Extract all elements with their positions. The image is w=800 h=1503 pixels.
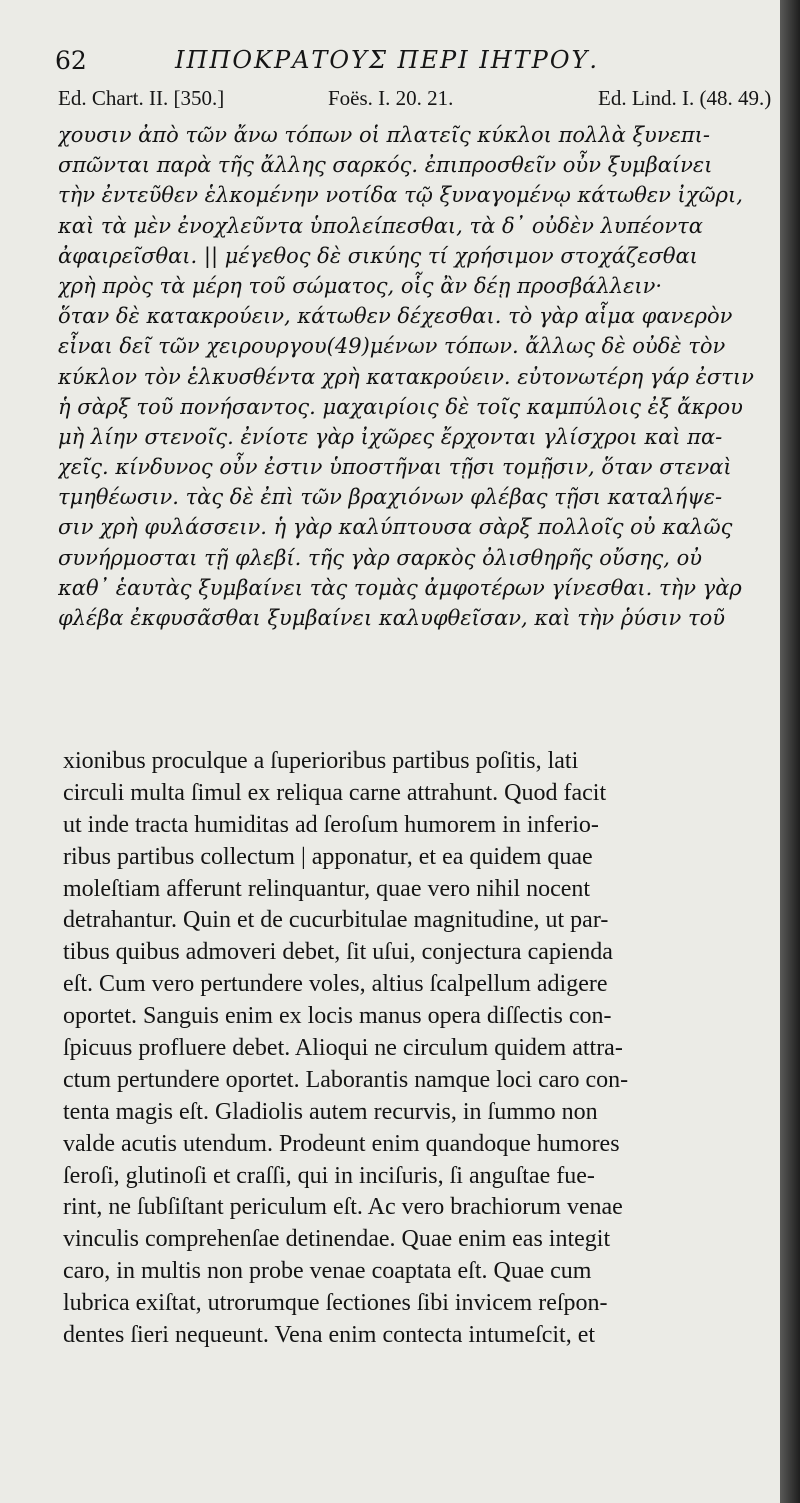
greek-text-line: μὴ λίην στενοῖς. ἐνίοτε γὰρ ἰχῶρες ἔρχονται γλίσχροι καὶ πα- [58, 424, 723, 449]
greek-text-line: χεῖς. κίνδυνος οὖν ἐστιν ὑποστῆναι τῇσι τομῇσιν, ὅταν στεναὶ [58, 455, 732, 480]
latin-text-line: vinculis comprehenſae detinendae. Quae enim eas integit [63, 1226, 611, 1253]
latin-text-line: ctum pertundere oportet. Laborantis namque loci caro con- [63, 1066, 629, 1093]
greek-text-line: ἀφαιρεῖσθαι. || μέγεθος δὲ σικύης τί χρήσιμον στοχάζεσθαι [58, 243, 698, 268]
page-edge-shadow [780, 0, 800, 1503]
latin-text-line: detrahantur. Quin et de cucurbitulae magnitudine, ut par- [63, 907, 609, 934]
greek-text-line: σιν χρὴ φυλάσσειν. ἡ γὰρ καλύπτουσα σὰρξ πολλοῖς οὐ καλῶς [58, 515, 733, 540]
latin-translation-block [63, 746, 778, 1352]
latin-text-line: moleſtiam afferunt relinquantur, quae vero nihil nocent [63, 875, 591, 902]
latin-text-line: ribus partibus collectum | apponatur, et ea quidem quae [63, 843, 593, 870]
latin-text-line: caro, in multis non probe venae coaptata eſt. Quae cum [63, 1258, 592, 1285]
edition-chartier: Ed. Chart. II. [350.] [58, 86, 225, 110]
greek-text-line: ὅταν δὲ κατακρούειν, κάτωθεν δέχεσθαι. τὸ γὰρ αἷμα φανερὸν [58, 304, 733, 329]
greek-text-line: τὴν ἐντεῦθεν ἑλκομένην νοτίδα τῷ ξυναγομένῳ κάτωθεν ἰχῶρι, [58, 183, 743, 208]
latin-text-line: lubrica exiſtat, utrorumque ſectiones ſibi invicem reſpon- [63, 1290, 608, 1317]
edition-foes: Foës. I. 20. 21. [328, 86, 454, 110]
greek-text-line: φλέβα ἐκφυσᾶσθαι ξυμβαίνει καλυφθεῖσαν, καὶ τὴν ῥύσιν τοῦ [58, 606, 726, 630]
greek-text-block [58, 120, 780, 633]
latin-text-line: rint, ne ſubſiſtant periculum eſt. Ac vero brachiorum venae [63, 1194, 623, 1221]
greek-text-line: συνήρμοσται τῇ φλεβί. τῆς γὰρ σαρκὸς ὀλισθηρῆς οὔσης, οὐ [58, 545, 703, 570]
latin-text-line: eſt. Cum vero pertundere voles, altius ſcalpellum adigere [63, 971, 608, 998]
latin-text-line: ſpicuus profluere debet. Alioqui ne circulum quidem attra- [63, 1035, 623, 1062]
greek-text-line: κύκλον τὸν ἑλκυσθέντα χρὴ κατακρούειν. εὐτονωτέρη γάρ ἐστιν [58, 364, 754, 389]
greek-text-line: σπῶνται παρὰ τῆς ἄλλης σαρκός. ἐπιπροσθεῖν οὖν ξυμβαίνει [58, 153, 713, 178]
latin-text-line: tibus quibus admoveri debet, ſit uſui, conjectura capienda [63, 939, 613, 966]
greek-text-line: χουσιν ἀπὸ τῶν ἄνω τόπων οἱ πλατεῖς κύκλοι πολλὰ ξυνεπι- [58, 123, 710, 147]
running-title: ΙΠΠΟΚΡΑΤΟΥΣ ΠΕΡΙ ΙΗΤΡΟΥ. [175, 46, 599, 74]
greek-text-line: χρὴ πρὸς τὰ μέρη τοῦ σώματος, οἷς ἂν δέῃ προσβάλλειν· [58, 273, 663, 298]
latin-text-line: oportet. Sanguis enim ex locis manus opera diſſectis con- [63, 1003, 612, 1030]
latin-text-line: xionibus proculque a ſuperioribus partibus poſitis, lati [63, 748, 579, 774]
page-number: 62 [55, 46, 87, 75]
greek-text-line: ἡ σὰρξ τοῦ πονήσαντος. μαχαιρίοις δὲ τοῖς καμπύλοις ἐξ ἄκρου [58, 394, 743, 419]
greek-text-line: καὶ τὰ μὲν ἐνοχλεῦντα ὑπολείπεσθαι, τὰ δ᾽ οὐδὲν λυπέοντα [58, 213, 703, 238]
latin-text-line: circuli multa ſimul ex reliqua carne attrahunt. Quod facit [63, 779, 607, 806]
greek-text-line: τμηθέωσιν. τὰς δὲ ἐπὶ τῶν βραχιόνων φλέβας τῇσι καταλήψε- [58, 485, 723, 510]
latin-text-line: valde acutis utendum. Prodeunt enim quandoque humores [63, 1130, 620, 1157]
edition-references [58, 86, 778, 114]
latin-text-line: tenta magis eſt. Gladiolis autem recurvis, in ſummo non [63, 1098, 598, 1125]
edition-linden: Ed. Lind. I. (48. 49.) [598, 86, 772, 110]
running-head [55, 40, 755, 80]
greek-text-line: εἶναι δεῖ τῶν χειρουργου(49)μένων τόπων. ἄλλως δὲ οὐδὲ τὸν [58, 334, 726, 359]
latin-text-line: ſeroſi, glutinoſi et craſſi, qui in inciſuris, ſi anguſtae fue- [63, 1162, 595, 1189]
greek-text-line: καθ᾽ ἑαυτὰς ξυμβαίνει τὰς τομὰς ἀμφοτέρων γίνεσθαι. τὴν γὰρ [58, 575, 742, 600]
latin-text-line: ut inde tracta humiditas ad ſeroſum humorem in inferio- [63, 811, 599, 838]
latin-text-line: dentes ſieri nequeunt. Vena enim contecta intumeſcit, et [63, 1322, 596, 1349]
